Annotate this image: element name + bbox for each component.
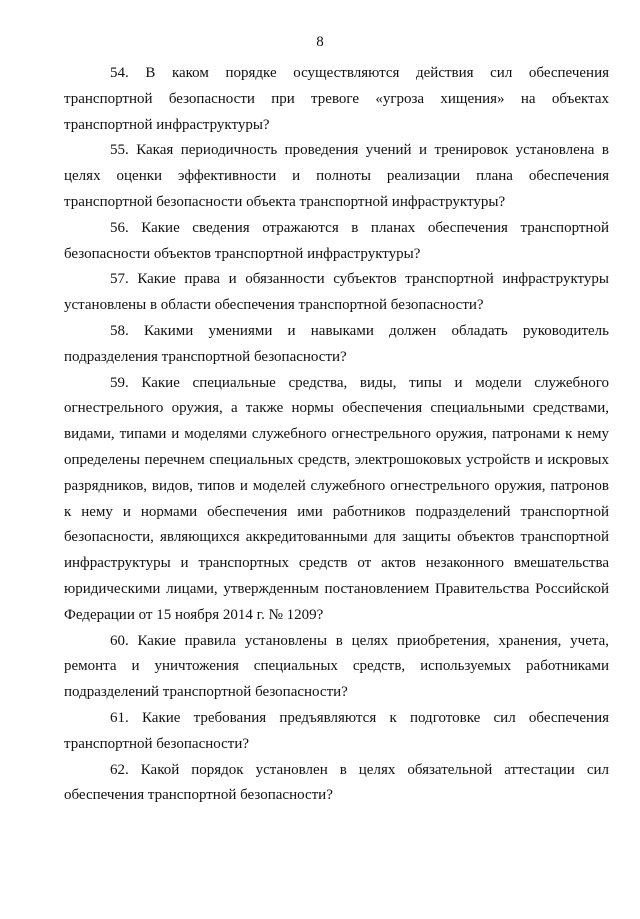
question-61: 61. Какие требования предъявляются к подготовке сил обеспечения транспортной безопасности?: [64, 709, 609, 752]
question-54: 54. В каком порядке осуществляются действия сил обеспечения транспортной безопасности при тревоге «угроза хищения» на объектах транспортной инфраструктуры?: [64, 65, 609, 133]
page-number: 8: [316, 34, 324, 50]
question-58: 58. Какими умениями и навыками должен обладать руководитель подразделения транспортной безопасности?: [64, 322, 609, 365]
question-62: 62. Какой порядок установлен в целях обязательной аттестации сил обеспечения транспортной безопасности?: [64, 761, 609, 804]
question-59: 59. Какие специальные средства, виды, типы и модели служебного огнестрельного оружия, а также нормы обеспечения специальными средствами, видами, типами и моделями служебного огнестрельного оружия, патронами к нему определены перечнем специальных средств, электрошоковых устройств и искровых разрядников, видов, типов и моделей служебного огнестрельного оружия, патронов к нему и нормами обеспечения ими работников подразделений транспортной безопасности, являющихся аккредитованными для защиты объектов транспортной инфраструктуры и транспортных средств от актов незаконного вмешательства юридическими лицами, утвержденным постановлением Правительства Российской Федерации от 15 ноября 2014 г. № 1209?: [64, 374, 609, 623]
question-55: 55. Какая периодичность проведения учений и тренировок установлена в целях оценки эффективности и полноты реализации плана обеспечения транспортной безопасности объекта транспортной инфраструктуры?: [64, 142, 609, 210]
question-57: 57. Какие права и обязанности субъектов транспортной инфраструктуры установлены в области обеспечения транспортной безопасности?: [64, 271, 609, 314]
question-60: 60. Какие правила установлены в целях приобретения, хранения, учета, ремонта и уничтожения специальных средств, используемых работниками подразделений транспортной безопасности?: [64, 632, 609, 701]
question-list: [64, 61, 609, 809]
question-56: 56. Какие сведения отражаются в планах обеспечения транспортной безопасности объектов транспортной инфраструктуры?: [64, 219, 609, 262]
